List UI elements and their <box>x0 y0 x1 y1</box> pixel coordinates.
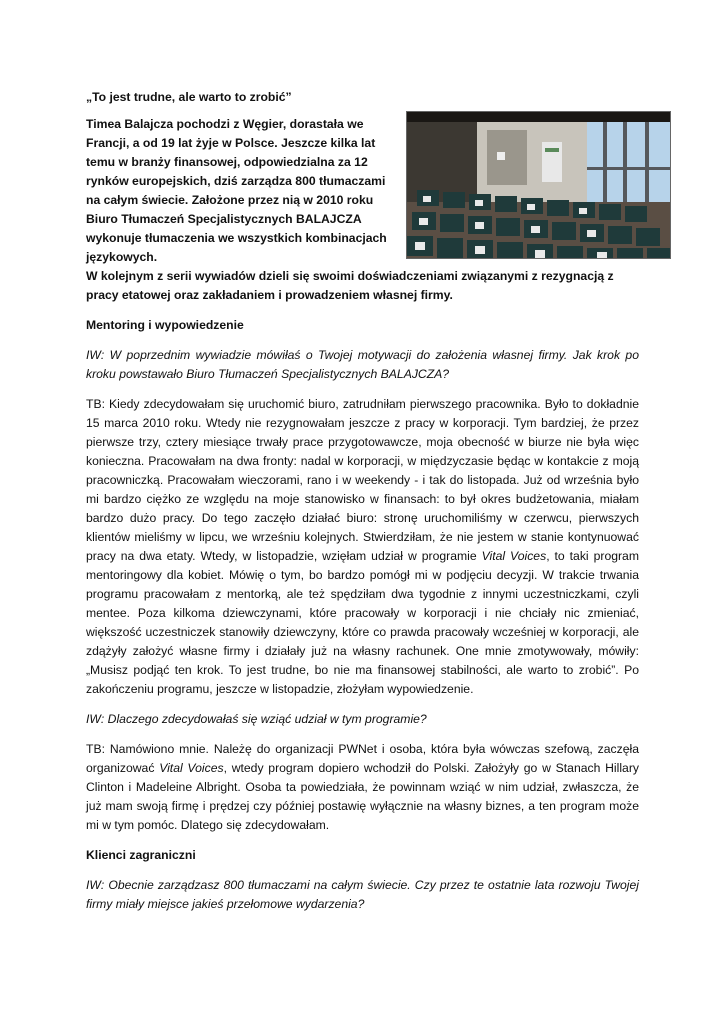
interview-answer-1 <box>86 395 639 699</box>
intro-continuation: W kolejnym z serii wywiadów dzieli się swoimi doświadczeniami związanymi z rezygnacją z pracy etatowej oraz zakładaniem i prowadzeniem własnej firmy. <box>86 269 614 302</box>
interview-question-3: IW: Obecnie zarządzasz 800 tłumaczami na całym świecie. Czy przez te ostatnie lata rozwoju Twojej firmy miały miejsce jakieś przełomowe wydarzenia? <box>86 878 639 911</box>
interview-answer-2 <box>86 740 639 835</box>
vital-voices-name-2: Vital Voices <box>159 761 224 775</box>
answer-1-text-end: , to taki program mentoringowy dla kobiet. Mówię o tym, bo bardzo pomógł mi w podjęciu decyzji. W trakcie trwania programu pracowałam z mentorką, ale też spędziłam dwa tygodnie z innymi uczestniczkami, czyli mentee. Poza kilkoma dziewczynami, które pracowały w korporacji i nie chciały nic zmieniać, większość uczestniczek stanowiły dziewczyny, które co prawda pracowały wcześniej w korporacji, ale zdążyły założyć własne firmy i działały już na własny rachunek. One mnie zmotywowały, mówiły: „Musisz podjąć ten krok. To jest trudne, bo nie ma finansowej stabilności, ale warto to zrobić”. Po zakończeniu programu, jeszcze w listopadzie, złożyłam wypowiedzenie. <box>86 549 639 696</box>
interview-question-1: IW: W poprzednim wywiadzie mówiłaś o Twojej motywacji do założenia własnej firmy. Jak krok po kroku powstawało Biuro Tłumaczeń Specjalistycznych BALAJCZA? <box>86 348 639 381</box>
article-title: „To jest trudne, ale warto to zrobić” <box>86 90 292 104</box>
section-heading-mentoring: Mentoring i wypowiedzenie <box>86 318 244 332</box>
intro-paragraph: Timea Balajcza pochodzi z Węgier, dorastała we Francji, a od 19 lat żyje w Polsce. Jeszcze kilka lat temu w branży finansowej, odpowiedzialna za 12 rynków europejskich, dziś zarządza 800 tłumaczami na całym świecie. Założone przez nią w 2010 roku Biuro Tłumaczeń Specjalistycznych BALAJCZA wykonuje tłumaczenia we wszystkich kombinacjach językowych. <box>86 117 387 264</box>
section-heading-clients: Klienci zagraniczni <box>86 848 196 862</box>
answer-2-text-end: , wtedy program dopiero wchodził do Polski. Założyły go w Stanach Hillary Clinton i Madeleine Albright. Osoba ta powiedziała, że powinnam wziąć w nim udział, zwłaszcza, że już mam swoją firmę i prędzej czy później postawię wyłącznie na własny biznes, a ten program może mi w tym pomóc. Dlatego się zdecydowałam. <box>86 761 639 832</box>
conference-hall-image <box>407 112 671 259</box>
answer-2-text-start: TB: Namówiono mnie. Należę do organizacji PWNet i osoba, która była wówczas szefową, zaczęła organizować <box>86 742 639 775</box>
intro-block <box>86 115 639 305</box>
interview-question-2: IW: Dlaczego zdecydowałaś się wziąć udział w tym programie? <box>86 712 427 726</box>
conference-hall-photo <box>406 111 671 259</box>
article <box>86 88 639 925</box>
answer-1-text-start: TB: Kiedy zdecydowałam się uruchomić biuro, zatrudniłam pierwszego pracownika. Było to dokładnie 15 marca 2010 roku. Wtedy nie rezygnowałam jeszcze z pracy w korporacji. Tym bardziej, że przez pierwsze trzy, cztery miesiące trwały prace przygotowawcze, moja obecność w biurze nie była więc konieczna. Pracowałam na dwa fronty: nadal w korporacji, w międzyczasie będąc w kontakcie z moją pracowniczką. Pracowałam wieczorami, rano i w weekendy - i tak do listopada. Już od września było mi bardzo ciężko ze względu na moje stanowisko w finansach: to był okres budżetowania, miałam bardzo dużo pracy. Do tego zaczęło działać biuro: stronę uruchomiliśmy w czerwcu, pierwszych klientów mieliśmy w lipcu, we wrześniu kolejnych. Stwierdziłam, że nie jestem w stanie kontynuować pracy na dwa etaty. Wtedy, w listopadzie, wzięłam udział w programie <box>86 397 639 563</box>
vital-voices-name: Vital Voices <box>481 549 547 563</box>
